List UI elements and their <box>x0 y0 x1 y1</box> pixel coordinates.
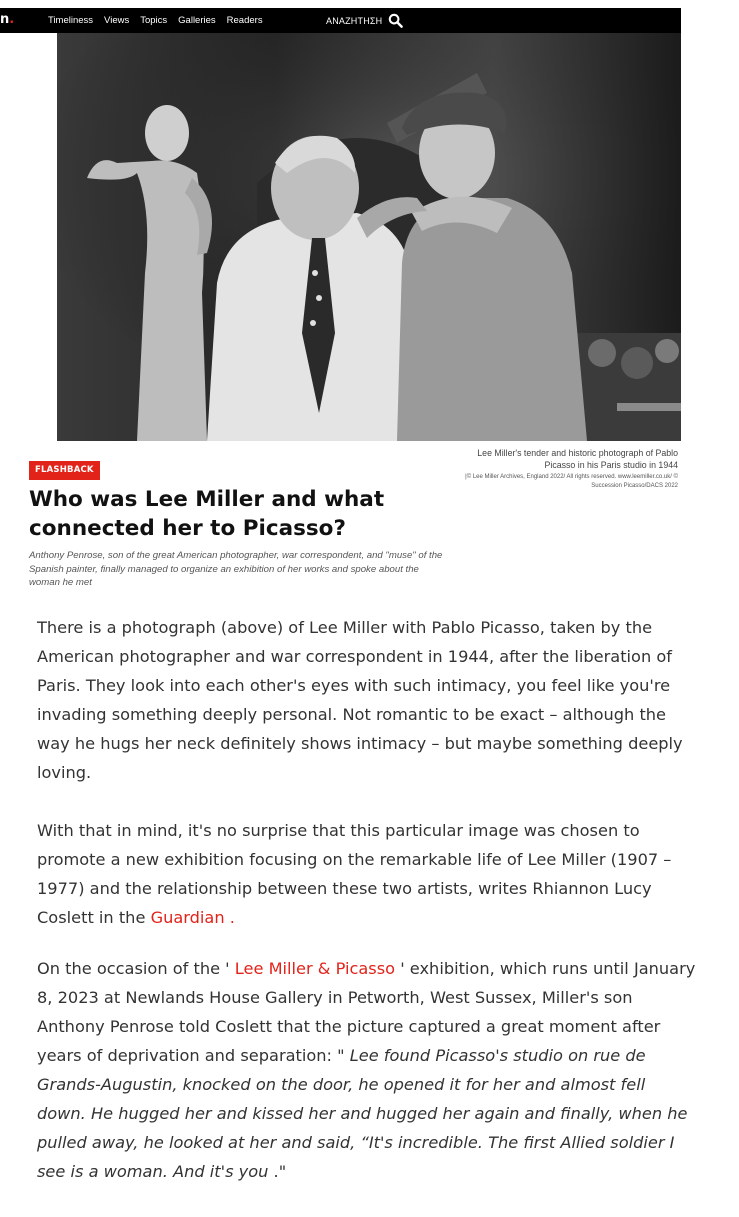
logo-dot: . <box>9 12 15 27</box>
site-logo[interactable] <box>0 11 14 29</box>
hero-photo-drawing <box>57 33 681 441</box>
penrose-quote: Lee found Picasso's studio on rue de Grands-Augustin, knocked on the door, he opened it for her and almost fell down. He hugged her and kissed her and hugged her again and finally, when he pulled away, he looked at her and said, “It's incredible. The first Allied soldier I see is a woman. And it's you <box>37 1046 688 1181</box>
exhibition-link[interactable]: Lee Miller & Picasso <box>234 959 396 978</box>
article-title: Who was Lee Miller and what connected her to Picasso? <box>29 487 385 541</box>
nav-item-readers[interactable]: Readers <box>226 15 263 26</box>
article-standfirst: Anthony Penrose, son of the great American photographer, war correspondent, and "muse" of the Spanish painter, finally managed to organize an exhibition of her works and spoke about the woman he met <box>29 550 443 588</box>
nav-item-galleries[interactable]: Galleries <box>178 15 216 26</box>
guardian-link[interactable]: Guardian . <box>150 908 235 927</box>
body-paragraph-2-text: With that in mind, it's no surprise that this particular image was chosen to promote a new exhibition focusing on the remarkable life of Lee Miller (1907 – 1977) and the relationship between these two artists, writes Rhiannon Lucy Coslett in the <box>37 821 672 927</box>
body-paragraph-3-mid: ' exhibition, which runs until January 8, 2023 at Newlands House Gallery in Petworth, West Sussex, Miller's son Anthony Penrose told Coslett that the picture captured a great moment after years of deprivation and separation: " <box>37 959 696 1065</box>
top-navigation-bar <box>0 8 681 33</box>
body-paragraph-1: There is a photograph (above) of Lee Miller with Pablo Picasso, taken by the American photographer and war correspondent in 1944, after the liberation of Paris. They look into each other's eyes with such intimacy, you feel like you're invading something deeply personal. Not romantic to be exact – although the way he hugs her neck definitely shows intimacy – but maybe something deeply loving. <box>37 618 683 782</box>
nav-item-views[interactable]: Views <box>104 15 130 26</box>
search-button[interactable] <box>326 8 403 33</box>
body-paragraph-3 <box>37 954 697 1186</box>
hero-photograph <box>57 33 681 441</box>
main-nav <box>48 8 274 33</box>
body-paragraph-3-pre: On the occasion of the ' <box>37 959 235 978</box>
photo-credit: |© Lee Miller Archives, England 2022/ All rights reserved. www.leemiller.co.uk/ © Succession Picasso/DACS 2022 <box>465 474 678 489</box>
logo-text: n <box>0 12 10 27</box>
photo-caption-text: Lee Miller's tender and historic photograph of Pablo Picasso in his Paris studio in 1944 <box>477 448 678 470</box>
photo-caption <box>460 447 678 490</box>
category-badge[interactable]: FLASHBACK <box>29 461 100 480</box>
nav-item-timeliness[interactable]: Timeliness <box>48 15 94 26</box>
search-icon <box>388 13 403 28</box>
nav-item-topics[interactable]: Topics <box>140 15 168 26</box>
search-label: ΑΝΑΖΗΤΗΣΗ <box>326 15 383 26</box>
body-paragraph-2 <box>37 816 697 932</box>
body-paragraph-3-end: ." <box>268 1162 287 1181</box>
